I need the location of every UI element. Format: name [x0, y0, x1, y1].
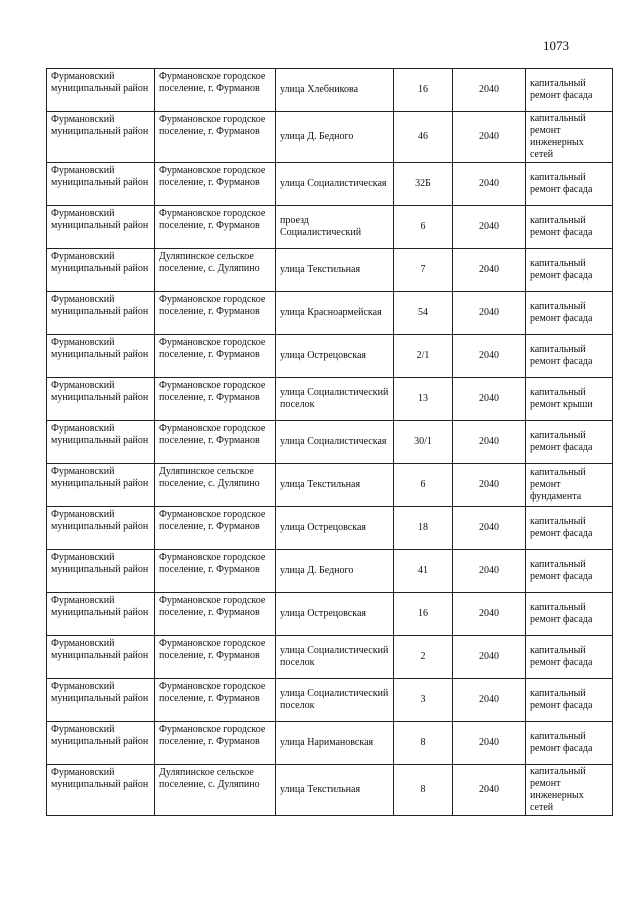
table-row [47, 464, 613, 507]
repair-schedule-table [46, 68, 613, 816]
settlement-cell: Фурмановское городское поселение, г. Фурманов [155, 636, 276, 679]
work-type-cell: капитальный ремонт фундамента [526, 464, 613, 507]
table-row [47, 507, 613, 550]
work-type-cell: капитальный ремонт фасада [526, 593, 613, 636]
year-cell: 2040 [453, 507, 526, 550]
work-type-cell: капитальный ремонт фасада [526, 636, 613, 679]
house-number-cell: 6 [394, 464, 453, 507]
table-row [47, 292, 613, 335]
work-type-cell: капитальный ремонт инженерных сетей [526, 765, 613, 816]
settlement-cell: Дуляпинское сельское поселение, с. Дуляпино [155, 765, 276, 816]
street-cell: улица Красноармейская [276, 292, 394, 335]
year-cell: 2040 [453, 206, 526, 249]
street-cell: улица Д. Бедного [276, 112, 394, 163]
street-cell: улица Социалистический поселок [276, 679, 394, 722]
year-cell: 2040 [453, 249, 526, 292]
settlement-cell: Фурмановское городское поселение, г. Фурманов [155, 292, 276, 335]
street-cell: улица Текстильная [276, 464, 394, 507]
district-cell: Фурмановский муниципальный район [47, 249, 155, 292]
page-number: 1073 [543, 38, 569, 53]
house-number-cell: 18 [394, 507, 453, 550]
year-cell: 2040 [453, 679, 526, 722]
house-number-cell: 3 [394, 679, 453, 722]
work-type-cell: капитальный ремонт крыши [526, 378, 613, 421]
street-cell: улица Острецовская [276, 335, 394, 378]
table-row [47, 249, 613, 292]
district-cell: Фурмановский муниципальный район [47, 550, 155, 593]
work-type-cell: капитальный ремонт фасада [526, 249, 613, 292]
house-number-cell: 41 [394, 550, 453, 593]
table-row [47, 335, 613, 378]
house-number-cell: 16 [394, 69, 453, 112]
district-cell: Фурмановский муниципальный район [47, 335, 155, 378]
house-number-cell: 13 [394, 378, 453, 421]
table-row [47, 421, 613, 464]
district-cell: Фурмановский муниципальный район [47, 421, 155, 464]
district-cell: Фурмановский муниципальный район [47, 163, 155, 206]
table-row [47, 636, 613, 679]
settlement-cell: Фурмановское городское поселение, г. Фурманов [155, 507, 276, 550]
settlement-cell: Фурмановское городское поселение, г. Фурманов [155, 206, 276, 249]
work-type-cell: капитальный ремонт фасада [526, 335, 613, 378]
year-cell: 2040 [453, 722, 526, 765]
street-cell: улица Острецовская [276, 507, 394, 550]
district-cell: Фурмановский муниципальный район [47, 722, 155, 765]
street-cell: улица Острецовская [276, 593, 394, 636]
district-cell: Фурмановский муниципальный район [47, 292, 155, 335]
district-cell: Фурмановский муниципальный район [47, 636, 155, 679]
house-number-cell: 7 [394, 249, 453, 292]
work-type-cell: капитальный ремонт фасада [526, 507, 613, 550]
house-number-cell: 2/1 [394, 335, 453, 378]
year-cell: 2040 [453, 765, 526, 816]
work-type-cell: капитальный ремонт фасада [526, 722, 613, 765]
district-cell: Фурмановский муниципальный район [47, 464, 155, 507]
settlement-cell: Фурмановское городское поселение, г. Фурманов [155, 593, 276, 636]
table-row [47, 378, 613, 421]
street-cell: улица Хлебникова [276, 69, 394, 112]
street-cell: улица Социалистический поселок [276, 636, 394, 679]
settlement-cell: Фурмановское городское поселение, г. Фурманов [155, 550, 276, 593]
year-cell: 2040 [453, 550, 526, 593]
street-cell: улица Д. Бедного [276, 550, 394, 593]
district-cell: Фурмановский муниципальный район [47, 679, 155, 722]
settlement-cell: Фурмановское городское поселение, г. Фурманов [155, 679, 276, 722]
district-cell: Фурмановский муниципальный район [47, 206, 155, 249]
house-number-cell: 6 [394, 206, 453, 249]
street-cell: улица Социалистическая [276, 421, 394, 464]
house-number-cell: 32Б [394, 163, 453, 206]
work-type-cell: капитальный ремонт инженерных сетей [526, 112, 613, 163]
settlement-cell: Фурмановское городское поселение, г. Фурманов [155, 69, 276, 112]
year-cell: 2040 [453, 112, 526, 163]
year-cell: 2040 [453, 163, 526, 206]
street-cell: улица Текстильная [276, 765, 394, 816]
settlement-cell: Дуляпинское сельское поселение, с. Дуляпино [155, 464, 276, 507]
work-type-cell: капитальный ремонт фасада [526, 550, 613, 593]
settlement-cell: Фурмановское городское поселение, г. Фурманов [155, 112, 276, 163]
house-number-cell: 8 [394, 765, 453, 816]
house-number-cell: 54 [394, 292, 453, 335]
year-cell: 2040 [453, 421, 526, 464]
street-cell: улица Социалистический поселок [276, 378, 394, 421]
year-cell: 2040 [453, 378, 526, 421]
year-cell: 2040 [453, 636, 526, 679]
settlement-cell: Фурмановское городское поселение, г. Фурманов [155, 335, 276, 378]
year-cell: 2040 [453, 292, 526, 335]
district-cell: Фурмановский муниципальный район [47, 378, 155, 421]
settlement-cell: Фурмановское городское поселение, г. Фурманов [155, 722, 276, 765]
house-number-cell: 30/1 [394, 421, 453, 464]
table-row [47, 765, 613, 816]
work-type-cell: капитальный ремонт фасада [526, 163, 613, 206]
house-number-cell: 46 [394, 112, 453, 163]
district-cell: Фурмановский муниципальный район [47, 765, 155, 816]
settlement-cell: Дуляпинское сельское поселение, с. Дуляпино [155, 249, 276, 292]
table-row [47, 593, 613, 636]
street-cell: проезд Социалистический [276, 206, 394, 249]
year-cell: 2040 [453, 69, 526, 112]
settlement-cell: Фурмановское городское поселение, г. Фурманов [155, 421, 276, 464]
work-type-cell: капитальный ремонт фасада [526, 292, 613, 335]
work-type-cell: капитальный ремонт фасада [526, 421, 613, 464]
year-cell: 2040 [453, 464, 526, 507]
house-number-cell: 8 [394, 722, 453, 765]
table-row [47, 679, 613, 722]
district-cell: Фурмановский муниципальный район [47, 507, 155, 550]
house-number-cell: 2 [394, 636, 453, 679]
table-row [47, 722, 613, 765]
work-type-cell: капитальный ремонт фасада [526, 206, 613, 249]
table-row [47, 112, 613, 163]
table-row [47, 163, 613, 206]
district-cell: Фурмановский муниципальный район [47, 112, 155, 163]
street-cell: улица Наримановская [276, 722, 394, 765]
district-cell: Фурмановский муниципальный район [47, 593, 155, 636]
work-type-cell: капитальный ремонт фасада [526, 679, 613, 722]
table-row [47, 69, 613, 112]
street-cell: улица Текстильная [276, 249, 394, 292]
work-type-cell: капитальный ремонт фасада [526, 69, 613, 112]
street-cell: улица Социалистическая [276, 163, 394, 206]
settlement-cell: Фурмановское городское поселение, г. Фурманов [155, 163, 276, 206]
table-body [47, 69, 613, 816]
house-number-cell: 16 [394, 593, 453, 636]
year-cell: 2040 [453, 335, 526, 378]
district-cell: Фурмановский муниципальный район [47, 69, 155, 112]
table-row [47, 550, 613, 593]
year-cell: 2040 [453, 593, 526, 636]
table-row [47, 206, 613, 249]
settlement-cell: Фурмановское городское поселение, г. Фурманов [155, 378, 276, 421]
